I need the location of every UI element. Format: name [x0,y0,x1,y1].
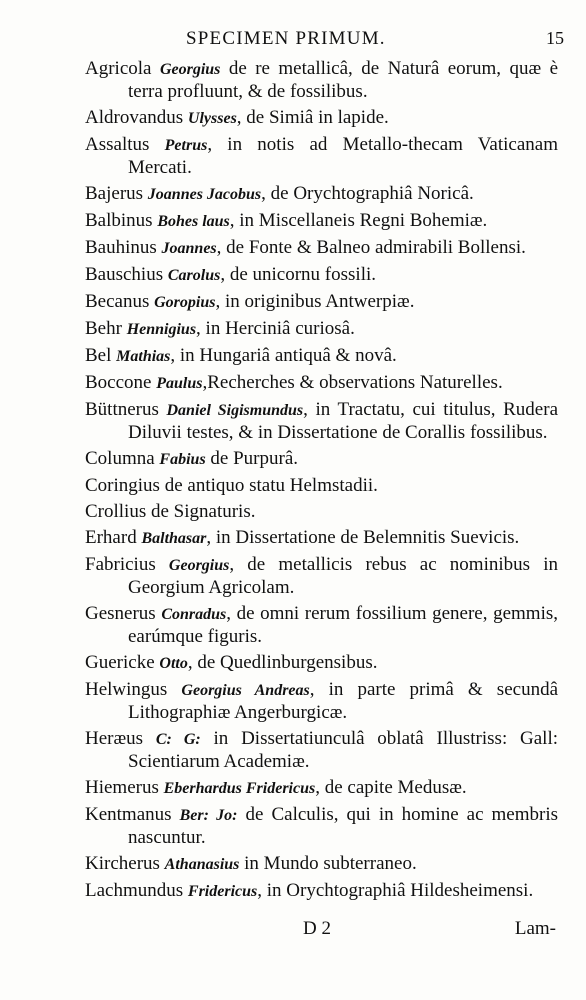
bibliography-entry [0,554,558,599]
author-surname: Crollius [85,501,147,522]
entry-text: de re metallicâ, de Naturâ eorum, quæ è terra profluunt, & de fossilibus. [128,58,559,102]
author-surname: Balbinus [85,210,153,231]
entry-text: , in originibus Antwerpiæ. [215,291,415,312]
entry-text: , in Dissertatione de Belemnitis Suevicis. [206,527,520,548]
bibliography-entry [0,880,558,903]
author-surname: Gesnerus [85,603,156,624]
author-surname: Agricola [85,58,152,79]
author-surname: Bel [85,345,112,366]
entry-text: ,Recherches & observations Naturelles. [202,372,503,393]
entry-text: de Signaturis. [146,501,256,522]
bibliography-entry [0,679,558,724]
author-surname: Bauschius [85,264,164,285]
bibliography-entry [0,853,558,876]
entry-text: in Dissertatiunculâ oblatâ Illustriss: Gall: Scientiarum Academiæ. [128,728,558,772]
author-given-name: Athanasius [164,856,240,873]
author-given-name: Fabius [159,451,206,468]
bibliography-entry [0,804,558,849]
author-given-name: Mathias [116,348,171,365]
author-surname: Columna [85,448,155,469]
bibliography-entry [0,345,558,368]
author-surname: Behr [85,318,122,339]
bibliography-entry [0,652,558,675]
author-surname: Erhard [85,527,137,548]
author-given-name: Petrus [164,137,208,154]
author-given-name: Goropius [154,294,216,311]
page-header [0,28,586,54]
entry-text: , in Orychtographiâ Hildesheimensi. [257,880,534,901]
entry-text: , de Simiâ in lapide. [236,107,389,128]
bibliography-entry [0,183,558,206]
author-given-name: Fridericus [187,883,258,900]
entry-text: , in Herciniâ curiosâ. [196,318,355,339]
author-given-name: Carolus [167,267,221,284]
author-surname: Fabricius [85,554,156,575]
bibliography-entry [0,475,558,497]
catchword: Lam- [514,918,556,939]
page-number: 15 [546,28,564,48]
author-given-name: Joannes Jacobus [147,186,262,203]
author-given-name: Joannes [161,240,217,257]
author-given-name: Paulus [156,375,203,392]
entry-text: , de omni rerum fossilium genere, gemmis, earúmque figuris. [128,603,558,647]
entry-text: , de Quedlinburgensibus. [187,652,378,673]
bibliography-entry [0,107,558,130]
bibliography-entry [0,264,558,287]
entry-text: de antiquo statu Helmstadii. [159,475,378,496]
author-given-name: C: G: [155,731,201,748]
entry-text: , in Tractatu, cui titulus, Rudera Diluvii testes, & in Dissertatione de Corallis fossilibus. [128,399,558,443]
author-surname: Büttnerus [85,399,159,420]
bibliography-entry [0,291,558,314]
author-given-name: Conradus [161,606,227,623]
bibliography-entry [0,318,558,341]
author-surname: Heræus [85,728,144,749]
entry-text: , in Miscellaneis Regni Bohemiæ. [229,210,488,231]
author-surname: Boccone [85,372,152,393]
page-footer [0,918,586,942]
entry-text: , de metallicis rebus ac nominibus in Georgium Agricolam. [128,554,558,598]
bibliography-entry [0,134,558,179]
author-given-name: Georgius [168,557,230,574]
author-given-name: Balthasar [141,530,207,547]
author-given-name: Eberhardus Fridericus [163,780,316,797]
author-surname: Aldrovandus [85,107,184,128]
running-head: SPECIMEN PRIMUM. [186,28,386,49]
author-surname: Becanus [85,291,150,312]
author-surname: Bajerus [85,183,144,204]
signature-mark: D 2 [303,918,331,939]
bibliography-entry [0,448,558,471]
entry-text: , in Hungariâ antiquâ & novâ. [170,345,397,366]
bibliography-list [0,58,586,907]
bibliography-entry [0,372,558,395]
bibliography-entry [0,603,558,648]
entry-text: , de unicornu fossili. [220,264,377,285]
bibliography-entry [0,777,558,800]
author-given-name: Georgius Andreas [181,682,310,699]
entry-text: , de Orychtographiâ Noricâ. [261,183,474,204]
author-surname: Kircherus [85,853,160,874]
entry-text: de Calculis, qui in homine ac membris nascuntur. [128,804,559,848]
author-given-name: Ber: Jo: [179,807,238,824]
author-surname: Guericke [85,652,155,673]
bibliography-entry [0,58,558,103]
author-surname: Bauhinus [85,237,157,258]
entry-text: , in notis ad Metallo-thecam Vaticanam Mercati. [128,134,558,178]
bibliography-entry [0,728,558,773]
entry-text: , de Fonte & Balneo admirabili Bollensi. [216,237,526,258]
author-given-name: Ulysses [187,110,237,127]
author-given-name: Daniel Sigismundus [166,402,304,419]
author-surname: Assaltus [85,134,150,155]
entry-text: de Purpurâ. [205,448,299,469]
author-surname: Kentmanus [85,804,172,825]
author-given-name: Otto [159,655,188,672]
entry-text: in Mundo subterraneo. [239,853,417,874]
author-surname: Helwingus [85,679,168,700]
bibliography-entry [0,399,558,444]
entry-text: , de capite Medusæ. [315,777,467,798]
author-given-name: Georgius [159,61,221,78]
bibliography-entry [0,501,558,523]
entry-text: , in parte primâ & secundâ Lithographiæ Angerburgicæ. [128,679,558,723]
author-given-name: Bohes laus [157,213,230,230]
bibliography-entry [0,527,558,550]
bibliography-entry [0,237,558,260]
bibliography-entry [0,210,558,233]
author-surname: Hiemerus [85,777,159,798]
author-surname: Coringius [85,475,160,496]
author-given-name: Hennigius [126,321,197,338]
author-surname: Lachmundus [85,880,184,901]
